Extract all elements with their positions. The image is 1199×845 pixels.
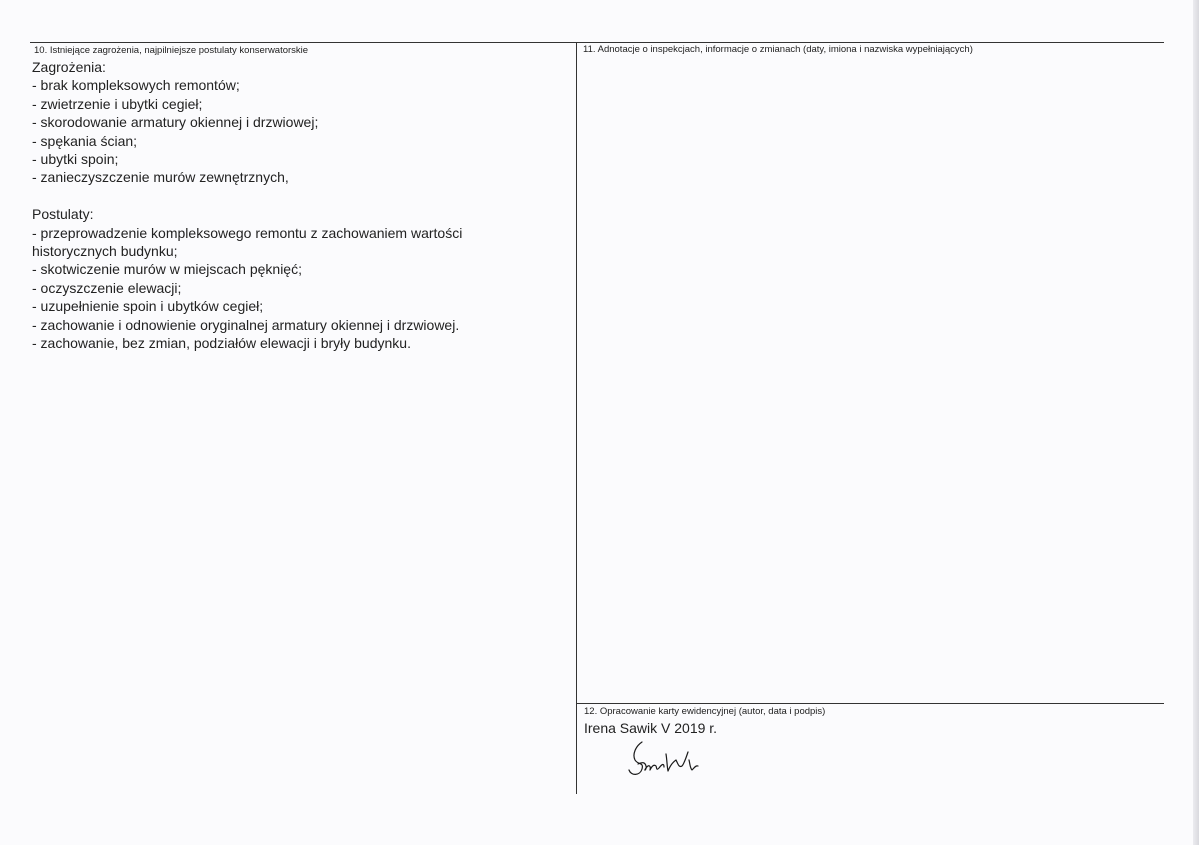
section-10-content	[32, 58, 462, 352]
top-rule	[30, 42, 1164, 43]
threat-item: - brak kompleksowych remontów;	[32, 77, 240, 94]
postulate-item: - zachowanie, bez zmian, podziałów elewacji i bryły budynku.	[32, 335, 411, 352]
blank-line	[32, 187, 462, 205]
threat-item: - zwietrzenie i ubytki cegieł;	[32, 95, 203, 112]
threat-item: - skorodowanie armatury okiennej i drzwiowej;	[32, 114, 319, 131]
section-11-label: 11. Adnotacje o inspekcjach, informacje o zmianach (daty, imiona i nazwiska wypełniających)	[583, 44, 973, 55]
postulate-item: historycznych budynku;	[32, 243, 178, 260]
section-10-label: 10. Istniejące zagrożenia, najpilniejsze postulaty konserwatorskie	[34, 45, 309, 56]
threats-heading: Zagrożenia:	[32, 59, 106, 75]
postulate-item: - oczyszczenie elewacji;	[32, 279, 182, 296]
postulate-item: - skotwiczenie murów w miejscach pęknięć;	[32, 261, 302, 278]
postulate-item: - zachowanie i odnowienie oryginalnej armatury okiennej i drzwiowej.	[32, 316, 460, 333]
author-name-date: Irena Sawik V 2019 r.	[584, 720, 718, 736]
threat-item: - zanieczyszczenie murów zewnętrznych,	[32, 169, 289, 186]
threat-item: - ubytki spoin;	[32, 151, 119, 168]
postulate-item: - przeprowadzenie kompleksowego remontu z zachowaniem wartości	[32, 224, 463, 241]
column-divider	[576, 42, 577, 794]
postulate-item: - uzupełnienie spoin i ubytków cegieł;	[32, 298, 264, 315]
section-12-label: 12. Opracowanie karty ewidencyjnej (autor, data i podpis)	[584, 706, 826, 717]
threat-item: - spękania ścian;	[32, 132, 138, 149]
handwritten-signature	[626, 738, 706, 780]
postulates-heading: Postulaty:	[32, 206, 94, 223]
section-12-rule	[576, 703, 1164, 704]
